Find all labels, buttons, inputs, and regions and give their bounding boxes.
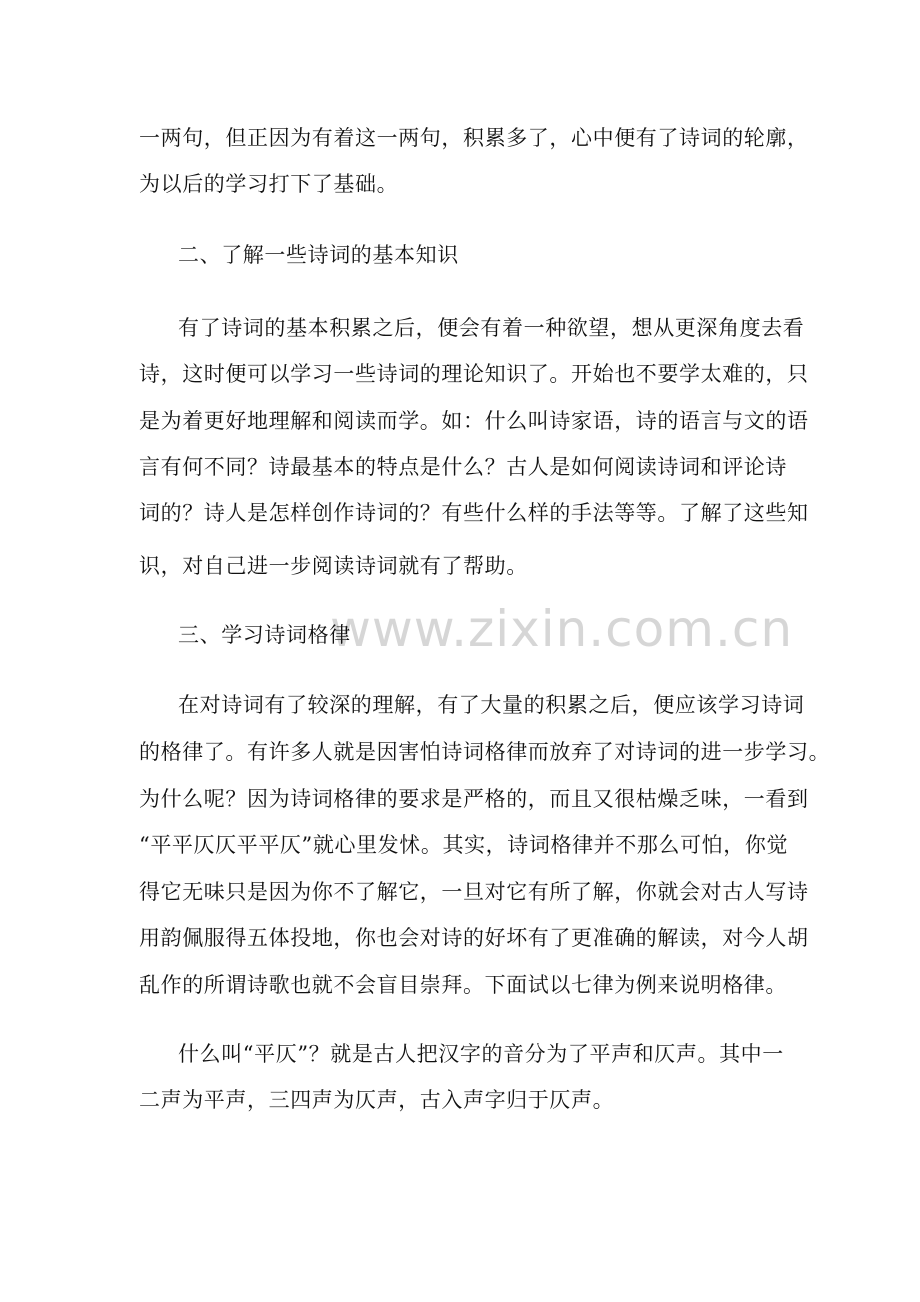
paragraph-line: 一两句，但正因为有着这一两句，积累多了，心中便有了诗词的轮廓， — [139, 126, 809, 150]
paragraph-line: 言有何不同？诗最基本的特点是什么？古人是如何阅读诗词和评论诗 — [139, 455, 787, 479]
paragraph-line: 什么叫“平仄”？就是古人把汉字的音分为了平声和仄声。其中一 — [178, 1042, 784, 1066]
paragraph-line: 是为着更好地理解和阅读而学。如：什么叫诗家语，诗的语言与文的语 — [139, 409, 809, 433]
paragraph-line: 用韵佩服得五体投地，你也会对诗的好坏有了更准确的解读，对今人胡 — [139, 926, 809, 950]
section-heading: 三、学习诗词格律 — [178, 623, 351, 647]
paragraph-line: 的格律了。有许多人就是因害怕诗词格律而放弃了对诗词的进一步学习。 — [139, 740, 831, 764]
section-heading: 二、了解一些诗词的基本知识 — [178, 243, 459, 267]
paragraph-line: 诗，这时便可以学习一些诗词的理论知识了。开始也不要学太难的，只 — [139, 362, 809, 386]
paragraph-line: 词的？诗人是怎样创作诗词的？有些什么样的手法等等。了解了这些知 — [139, 501, 809, 525]
paragraph-line: 为什么呢？因为诗词格律的要求是严格的，而且又很枯燥乏味，一看到 — [139, 787, 809, 811]
paragraph-line: 有了诗词的基本积累之后，便会有着一种欲望，想从更深角度去看 — [178, 316, 805, 340]
watermark: www.zixin.com.cn — [330, 600, 794, 658]
paragraph-line: 乱作的所谓诗歌也就不会盲目崇拜。下面试以七律为例来说明格律。 — [139, 973, 787, 997]
paragraph-line: “平平仄仄平平仄”就心里发怵。其实，诗词格律并不那么可怕，你觉 — [139, 833, 789, 857]
paragraph-line: 得它无味只是因为你不了解它，一旦对它有所了解，你就会对古人写诗 — [139, 880, 809, 904]
paragraph-line: 二声为平声，三四声为仄声，古入声字归于仄声。 — [139, 1088, 615, 1112]
paragraph-line: 在对诗词有了较深的理解，有了大量的积累之后，便应该学习诗词 — [178, 693, 805, 717]
paragraph-line: 为以后的学习打下了基础。 — [139, 172, 399, 196]
paragraph-line: 识，对自己进一步阅读诗词就有了帮助。 — [139, 554, 528, 578]
